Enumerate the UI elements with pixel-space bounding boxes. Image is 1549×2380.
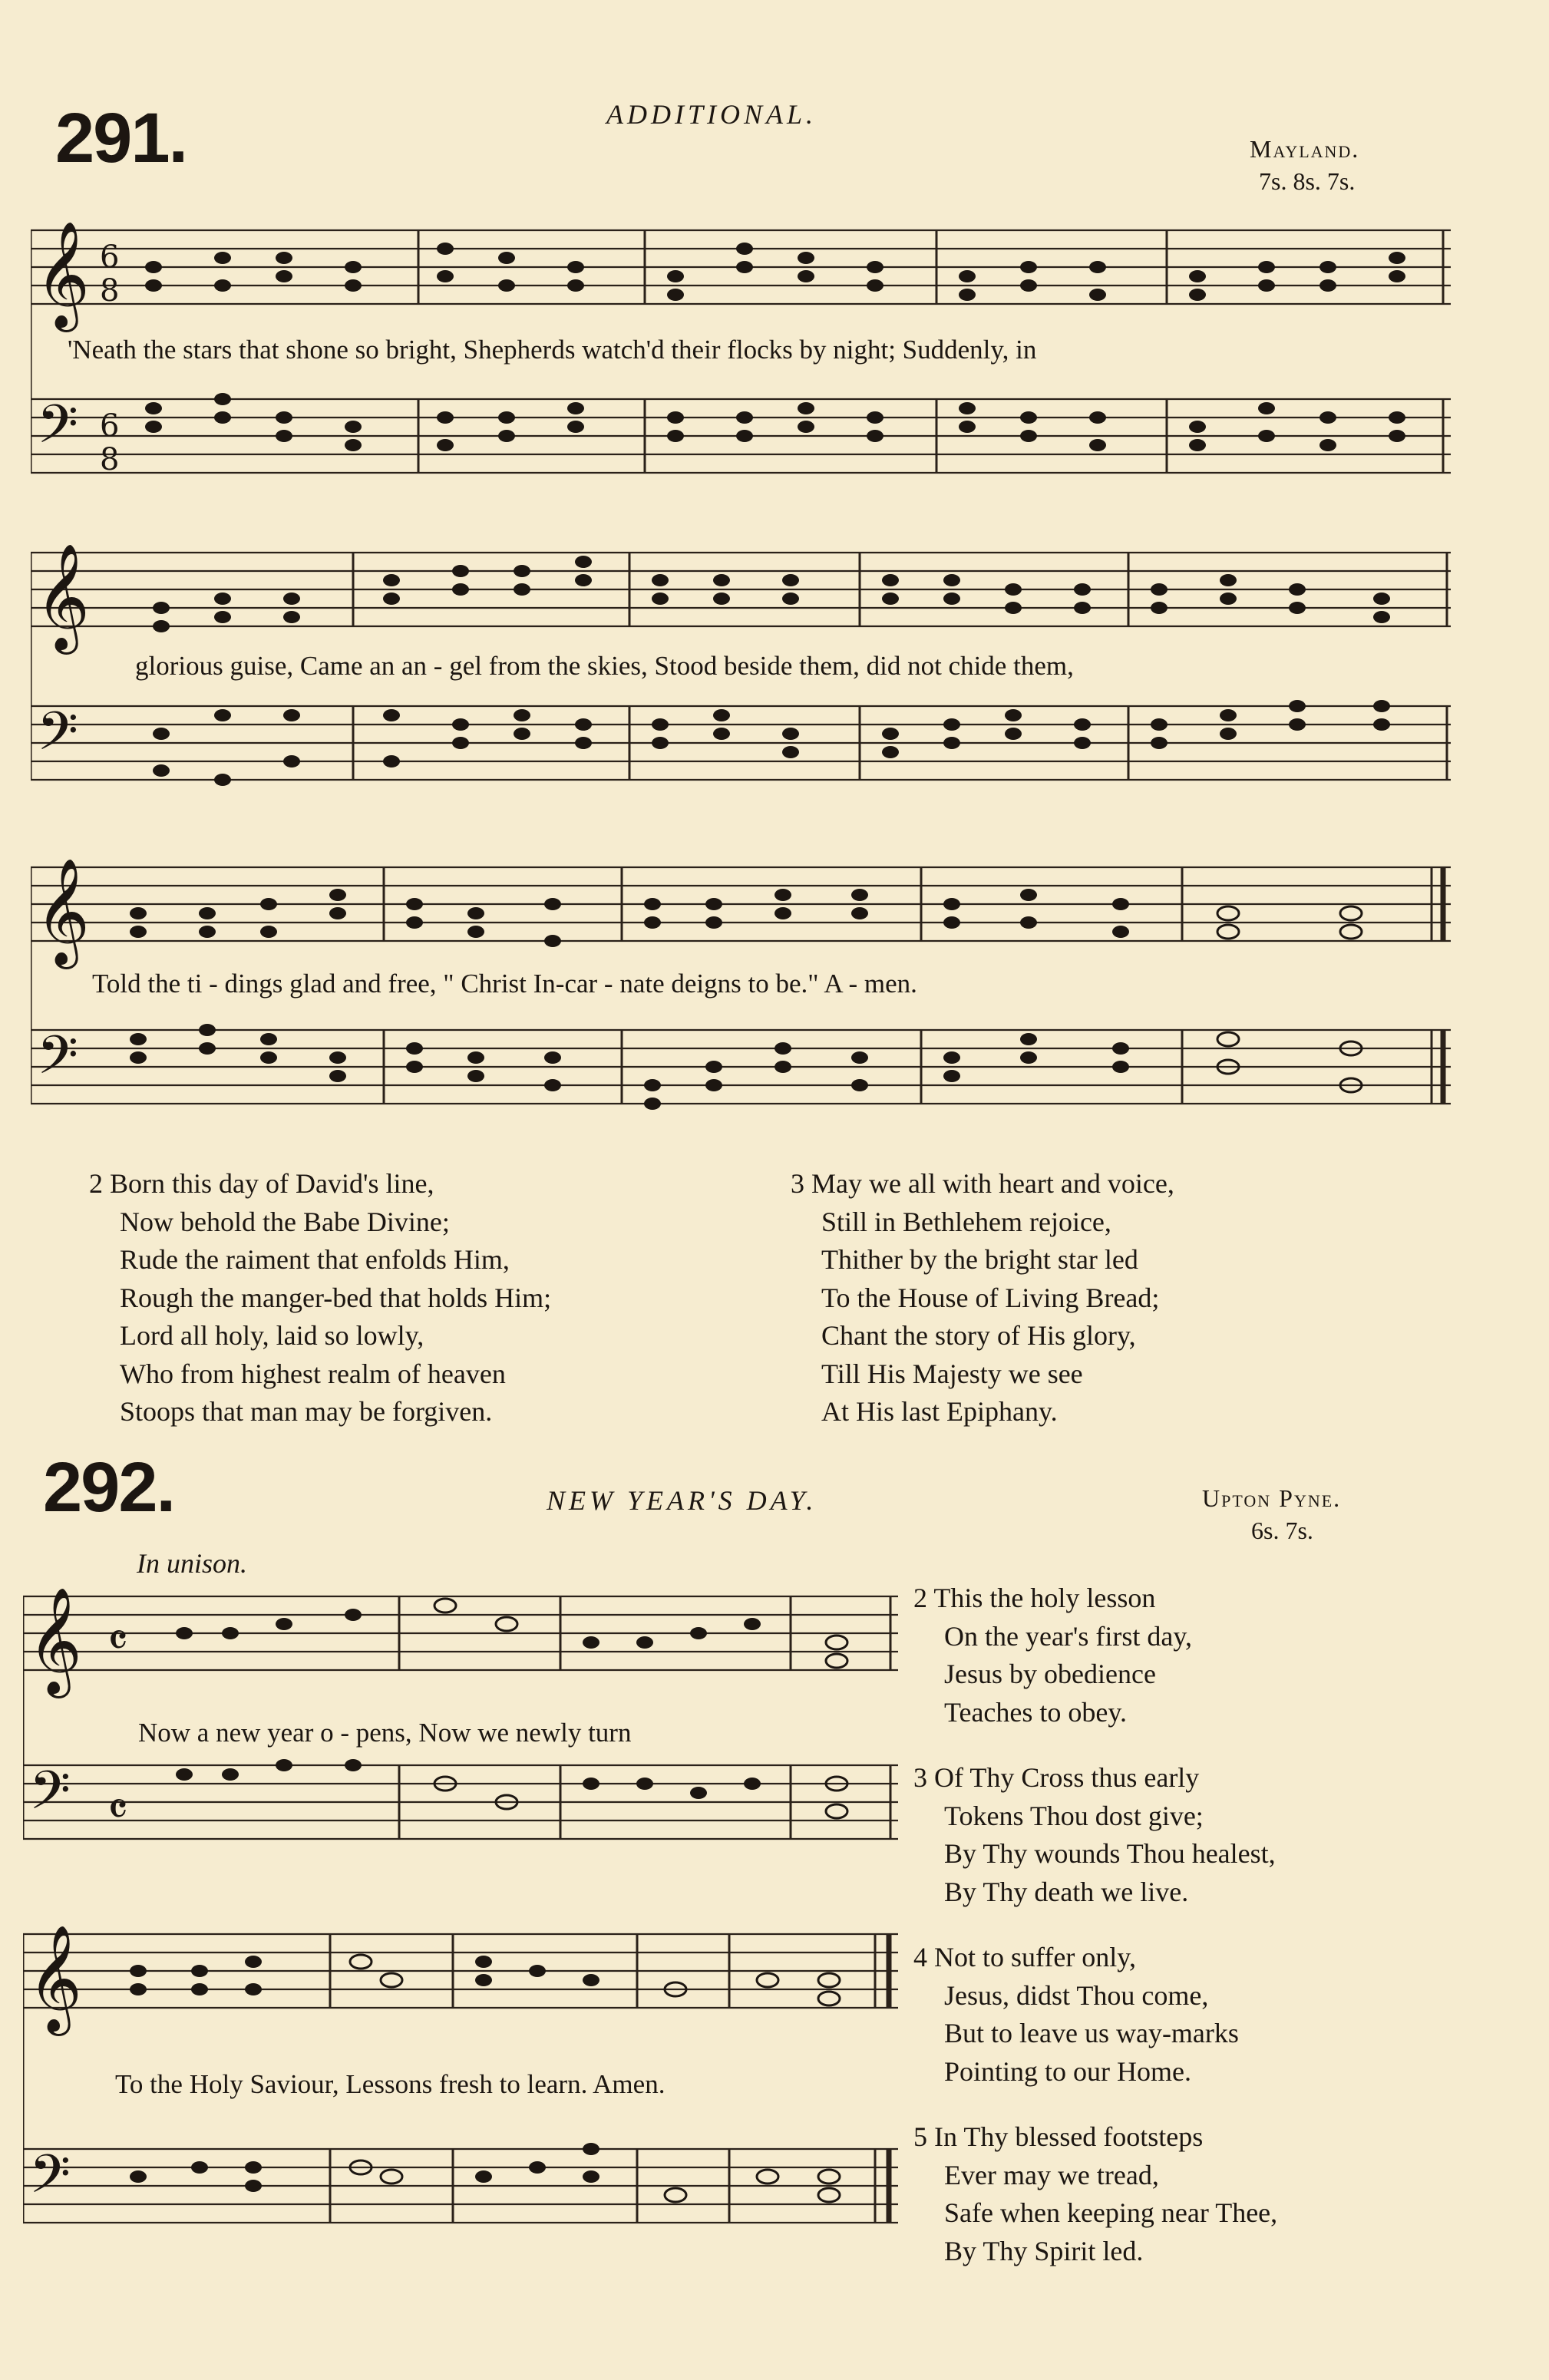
svg-text:8: 8 [100, 442, 120, 477]
lyric-line-291-1: 'Neath the stars that shone so bright, Shepherds watch'd their flocks by night; Suddenly, in [68, 335, 1037, 365]
svg-text:𝄢: 𝄢 [29, 2143, 71, 2218]
svg-text:𝄞: 𝄞 [28, 1587, 82, 1694]
svg-text:8: 8 [100, 273, 120, 309]
verse-292-3: 3 Of Thy Cross thus early Tokens Thou dost give; By Thy wounds Thou healest, By Thy death we live. [913, 1762, 1276, 1907]
svg-text:𝄞: 𝄞 [28, 1925, 82, 2032]
lyric-line-291-3: Told the ti - dings glad and free, " Christ In-car - nate deigns to be." A - men. [92, 969, 917, 999]
hymn-number-292: 292. [43, 1448, 175, 1527]
svg-text:𝄢: 𝄢 [29, 1759, 71, 1834]
meter-292: 6s. 7s. [1251, 1517, 1313, 1544]
verse-292-5: 5 In Thy blessed footsteps Ever may we tread, Safe when keeping near Thee, By Thy Spirit led. [913, 2121, 1278, 2266]
svg-text:𝄢: 𝄢 [37, 1024, 79, 1099]
tune-name-292: Upton Pyne. [1202, 1484, 1342, 1512]
verse-291-3: 3 May we all with heart and voice, Still in Bethlehem rejoice, Thither by the bright star led To the House of Living Bread; Chant the story of His glory, Till His Majesty we see At His last Epiphany. [791, 1168, 1174, 1427]
verse-292-2: 2 This the holy lesson On the year's first day, Jesus by obedience Teaches to obey. [913, 1583, 1193, 1728]
svg-text:𝄞: 𝄞 [35, 543, 90, 650]
svg-text:𝄴: 𝄴 [107, 1783, 128, 1837]
tune-name-291: Mayland. [1250, 135, 1360, 163]
svg-text:6: 6 [100, 239, 120, 275]
verse-291-2: 2 Born this day of David's line, Now behold the Babe Divine; Rude the raiment that enfolds Him, Rough the manger-bed that holds Him; Lord all holy, laid so lowly, Who from highest realm of heaven Stoops that man may be forgiven. [89, 1168, 552, 1427]
hymn-title-292: NEW YEAR'S DAY. [547, 1485, 817, 1516]
svg-text:6: 6 [100, 408, 120, 444]
verse-number: 2 [913, 1583, 927, 1613]
performance-direction: In unison. [137, 1548, 247, 1579]
verse-number: 2 [89, 1168, 103, 1199]
verse-292-4: 4 Not to suffer only, Jesus, didst Thou come, But to leave us way-marks Pointing to our Home. [913, 1942, 1239, 2087]
lyric-line-292-2: To the Holy Saviour, Lessons fresh to learn. Amen. [115, 2069, 666, 2099]
verse-number: 5 [913, 2121, 927, 2152]
verse-number: 3 [913, 1762, 927, 1793]
meter-291: 7s. 8s. 7s. [1259, 167, 1356, 195]
svg-text:𝄞: 𝄞 [35, 858, 90, 965]
svg-text:𝄞: 𝄞 [35, 221, 90, 328]
verse-number: 3 [791, 1168, 804, 1199]
svg-text:𝄢: 𝄢 [37, 700, 79, 775]
music-system-291-1 [31, 215, 1451, 522]
lyric-line-291-2: glorious guise, Came an an - gel from the skies, Stood beside them, did not chide them, [135, 651, 1074, 681]
hymn-number-291: 291. [55, 99, 187, 177]
verse-number: 4 [913, 1942, 927, 1972]
lyric-line-292-1: Now a new year o - pens, Now we newly turn [138, 1718, 632, 1748]
svg-text:𝄢: 𝄢 [37, 393, 79, 468]
svg-text:𝄴: 𝄴 [107, 1614, 128, 1668]
running-title: ADDITIONAL. [606, 99, 817, 130]
